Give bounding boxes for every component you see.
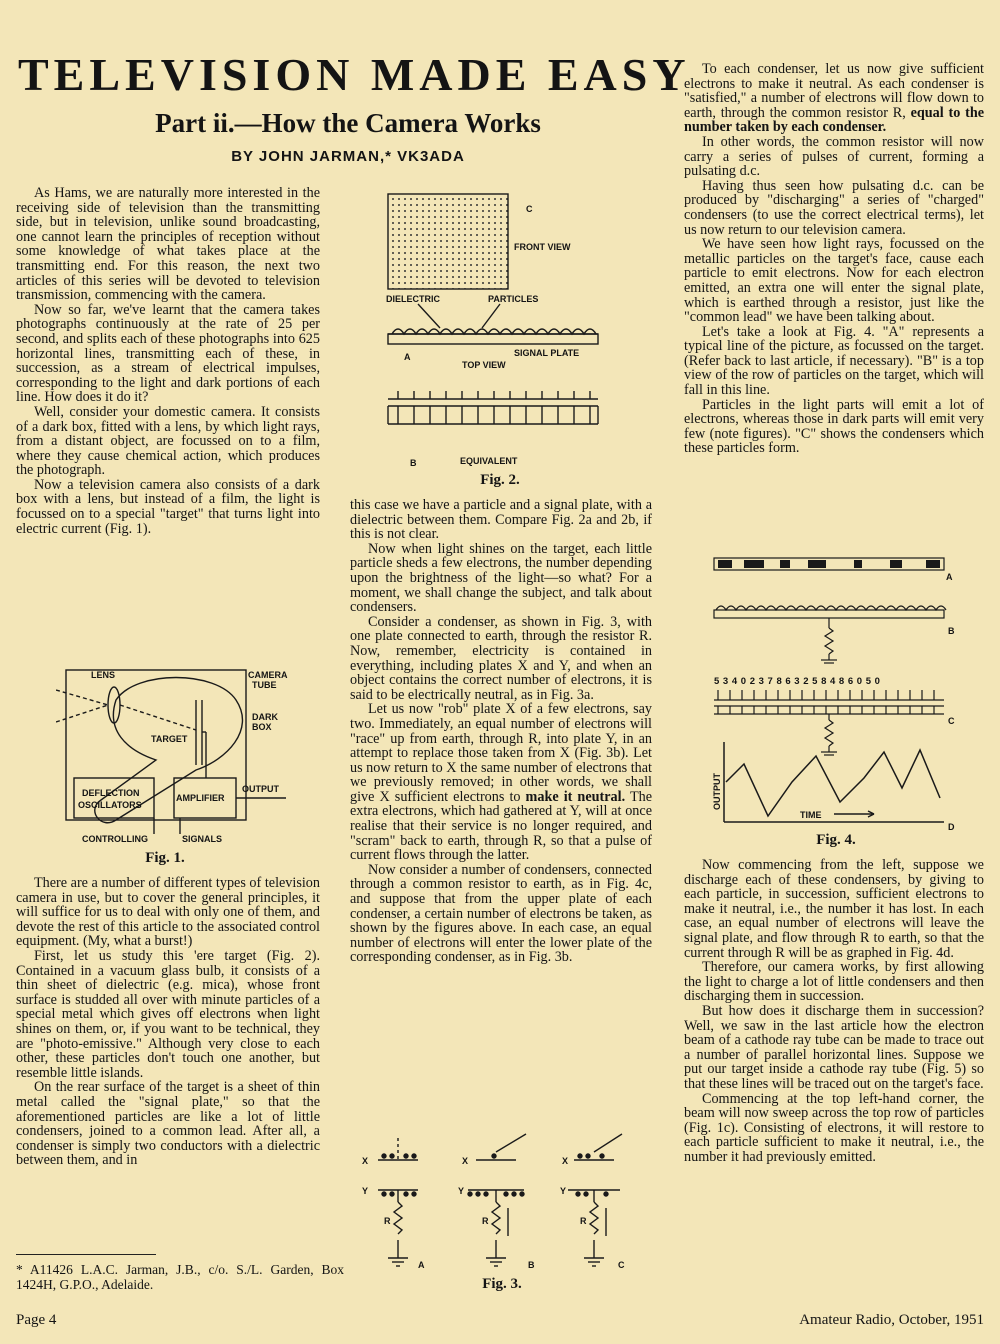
figure-1-drawing: [56, 660, 296, 850]
emphasis-text: equal to the number taken by each condenser.: [684, 104, 984, 136]
fig1-label-amplifier: AMPLIFIER: [176, 793, 225, 803]
paragraph: Commencing at the top left-hand corner, the beam will now sweep across the top row of particles (Fig. 1c). Consisting of electrons, it will restore to each particle sufficient to make it neutral, i.e., the number it had previously emitted.: [684, 1090, 984, 1165]
figure-3-caption: Fig. 3.: [482, 1276, 522, 1292]
fig1-label-dark: DARK: [252, 712, 278, 722]
fig3-label-x-c: X: [562, 1156, 569, 1166]
paragraph-text: To each condenser, let us now give sufficient electrons to make it neutral. As each condenser is "satisfied," a number of electrons will flow down to earth, through the common resistor R,: [684, 62, 984, 121]
column-3-bottom: [684, 858, 984, 1296]
article-title: TELEVISION MADE EASY: [18, 49, 691, 100]
figure-1-caption: Fig. 1.: [145, 850, 185, 866]
fig4-label-output: OUTPUT: [712, 773, 722, 810]
fig4-label-b: B: [948, 626, 955, 636]
fig3-label-x-b: X: [462, 1156, 469, 1166]
figure-4-drawing: [704, 552, 974, 832]
fig4-digits: 5 3 4 0 2 3 7 8 6 3 2 5 8 4 8 6 0 5 0: [714, 676, 881, 687]
fig3-label-y-b: Y: [458, 1186, 465, 1196]
fig2-label-equivalent: EQUIVALENT: [460, 456, 518, 466]
paragraph: Now commencing from the left, suppose we discharge each of these condensers, by giving to each particle, in succession, sufficient electrons to make it neutral, i.e., the number it has lost. In each case, an equal number of electrons will leave the signal plate, and flow through R to earth, so that the current through R will be as graphed in Fig. 4d.: [684, 858, 984, 961]
fig3-label-b: B: [528, 1260, 535, 1270]
paragraph: Particles in the light parts will emit a lot of electrons, whereas those in dark parts will emit very few (note figures). "C" shows the condensers which these particles form.: [684, 396, 984, 457]
publication-info: Amateur Radio, October, 1951: [799, 1312, 984, 1328]
column-1-top: [16, 186, 320, 646]
fig3-label-c: C: [618, 1260, 625, 1270]
fig1-label-camera: CAMERA: [248, 670, 288, 680]
paragraph-text: The extra electrons, which had gathered at Y, will at once realise that their service is no longer required, and "scram" back to earth, through R, so that a pulse of current flows through the latter.: [350, 788, 652, 864]
fig4-label-d: D: [948, 822, 955, 832]
paragraph-text: Let us now "rob" plate X of a few electrons, say two. Immediately, an equal number of electrons will "race" up from earth, through R, into plate Y, in an attempt to replace those taken from X (Fig. 3b). Let us now return to X the same number of electrons that we previously removed; in other words, we shall give X sufficient electrons to: [350, 701, 652, 805]
fig3-label-y-c: Y: [560, 1186, 567, 1196]
fig3-label-y-a: Y: [362, 1186, 369, 1196]
figure-2-caption: Fig. 2.: [480, 472, 520, 488]
figure-2-target-diagram: [378, 184, 628, 474]
fig2-label-b: B: [410, 458, 417, 468]
paragraph: On the rear surface of the target is a sheet of thin metal called the "signal plate," so that the aforementioned particles are like a lot of little condensers, joined to a common lead. After all, a condenser is simply two conductors with a dielectric between them, and in: [16, 1079, 320, 1169]
paragraph: Consider a condenser, as shown in Fig. 3, with one plate connected to earth, through the resistor R. Now, remember, electricity is contained in everything, including plates X and Y, and when an object contains the correct number of electrons, it is said to be electrically neutral, as in Fig. 3a.: [350, 613, 652, 703]
fig3-label-a: A: [418, 1260, 425, 1270]
fig2-label-c: C: [526, 204, 533, 214]
fig1-label-target: TARGET: [151, 734, 188, 744]
figure-4-caption: Fig. 4.: [816, 832, 856, 848]
column-2: [350, 498, 652, 1146]
column-3-top: [684, 62, 984, 548]
paragraph: First, let us study this 'ere target (Fig. 2). Contained in a vacuum glass bulb, it consists of a thin sheet of dielectric (e.g. mica), whose front surface is studded all over with minute particles of a special metal which gives off electrons when light shines on them, or, if you want to be technical, they are "photo-emissive." Although very close to each other, these particles don't touch one another, but resemble little islands.: [16, 947, 320, 1081]
fig1-label-signals: SIGNALS: [182, 834, 223, 844]
page-number: Page 4: [16, 1312, 57, 1328]
fig1-label-output: OUTPUT: [242, 784, 279, 794]
fig2-label-particles: PARTICLES: [488, 294, 539, 304]
paragraph: Now consider a number of condensers, connected through a common resistor to earth, as in Fig. 4c, and suppose that from the upper plate of each condenser, a certain number of electrons be taken, as shown by the figures above. In each case, an equal number of electrons will enter the lower plate of the corresponding condenser, as in Fig. 3b.: [350, 861, 652, 966]
paragraph: [684, 62, 984, 135]
fig4-label-a: A: [946, 572, 953, 582]
fig1-label-deflection: DEFLECTION: [82, 788, 140, 798]
paragraph: Now so far, we've learnt that the camera takes photographs continuously at the rate of 25 per second, and splits each of these photographs into 625 horizontal lines, transmitting each of these, in succession, as a stream of electrical impulses, corresponding to the light and dark portions of each line. How does it do it?: [16, 301, 320, 406]
fig1-label-oscillators: OSCILLATORS: [78, 800, 142, 810]
footnote-rule: [16, 1254, 156, 1255]
fig2-label-top-view: TOP VIEW: [462, 360, 506, 370]
fig1-label-box: BOX: [252, 722, 272, 732]
paragraph: But how does it discharge them in succession? Well, we saw in the last article how the electron beam of a cathode ray tube can be made to trace out a number of parallel horizontal lines. Suppose we put our target inside a cathode ray tube (Fig. 5) so that these lines will be traced out on the target's face.: [684, 1002, 984, 1092]
figure-1-camera-diagram: [56, 660, 296, 850]
paragraph: There are a number of different types of television camera in use, but to cover the general principles, it will suffice for us to deal with only one of them, and devote the rest of this article to the associated control equipment. (My, what a burst!): [16, 876, 320, 950]
paragraph: Well, consider your domestic camera. It consists of a dark box, fitted with a lens, by which light rays, from a distant object, are focussed on to a film, where they cause chemical action, which produces the photograph.: [16, 403, 320, 479]
figure-2-drawing: [378, 184, 628, 474]
fig1-label-controlling: CONTROLLING: [82, 834, 148, 844]
fig3-label-r-b: R: [482, 1216, 489, 1226]
paragraph: Therefore, our camera works, by first allowing the light to charge a lot of little condensers and then discharging them in succession.: [684, 959, 984, 1005]
fig1-label-tube: TUBE: [252, 680, 277, 690]
paragraph: Now a television camera also consists of a dark box with a lens, but instead of a film, the light is focussed on to a special "target" that turns light into electric current (Fig. 1).: [16, 476, 320, 537]
figure-3-condenser-diagram: [356, 1128, 652, 1288]
paragraph: this case we have a particle and a signal plate, with a dielectric between them. Compare Fig. 2a and 2b, if this is not clear.: [350, 498, 652, 543]
fig2-label-front-view: FRONT VIEW: [514, 242, 571, 252]
paragraph: [350, 702, 652, 863]
paragraph: In other words, the common resistor will now carry a series of pulses of current, forming a pulsating d.c.: [684, 133, 984, 180]
fig3-label-r-c: R: [580, 1216, 587, 1226]
paragraph: As Hams, we are naturally more interested in the receiving side of television than the transmitting side, but in television, unlike sound broadcasting, one cannot learn the principles of reception without some knowledge of what takes place at the transmitting end. For this reason, the next two articles of this series will be devoted to television transmission, commencing with the camera.: [16, 186, 320, 304]
footnote: * A11426 L.A.C. Jarman, J.B., c/o. S./L. Garden, Box 1424H, G.P.O., Adelaide.: [16, 1262, 344, 1292]
fig1-label-lens: LENS: [91, 670, 116, 680]
fig4-label-time: TIME: [800, 810, 822, 820]
paragraph: Let's take a look at Fig. 4. "A" represents a typical line of the picture, as focussed on the target. (Refer back to last article, if necessary). "B" is a top view of the row of particles on the target, which will fall in this line.: [684, 323, 984, 399]
fig2-label-a: A: [404, 352, 411, 362]
fig2-label-dielectric: DIELECTRIC: [386, 294, 440, 304]
fig3-label-x-a: X: [362, 1156, 369, 1166]
paragraph: We have seen how light rays, focussed on the metallic particles on the target's face, cause each particle to emit electrons. Now for each electron emitted, an extra one will enter the signal plate, which is earthed through a resistor, just like the "common lead" we have been talking about.: [684, 236, 984, 326]
paragraph: Now when light shines on the target, each little particle sheds a few electrons, the number depending upon the brightness of the light—so what? For a moment, we shall change the subject, and talk about condensers.: [350, 540, 652, 616]
article-subtitle: Part ii.—How the Camera Works: [155, 108, 541, 138]
fig3-label-r-a: R: [384, 1216, 391, 1226]
column-1-bottom: [16, 876, 320, 1246]
fig2-label-signal-plate: SIGNAL PLATE: [514, 348, 580, 358]
paragraph: Having thus seen how pulsating d.c. can be produced by "discharging" a series of "charged" condensers (to use the correct electrical terms), let us now return to our television camera.: [684, 177, 984, 238]
figure-3-drawing: [356, 1128, 652, 1288]
figure-4-signal-diagram: [704, 552, 974, 832]
article-byline: BY JOHN JARMAN,* VK3ADA: [231, 148, 465, 165]
fig4-label-c: C: [948, 716, 955, 726]
emphasis-text: make it neutral.: [525, 788, 626, 805]
